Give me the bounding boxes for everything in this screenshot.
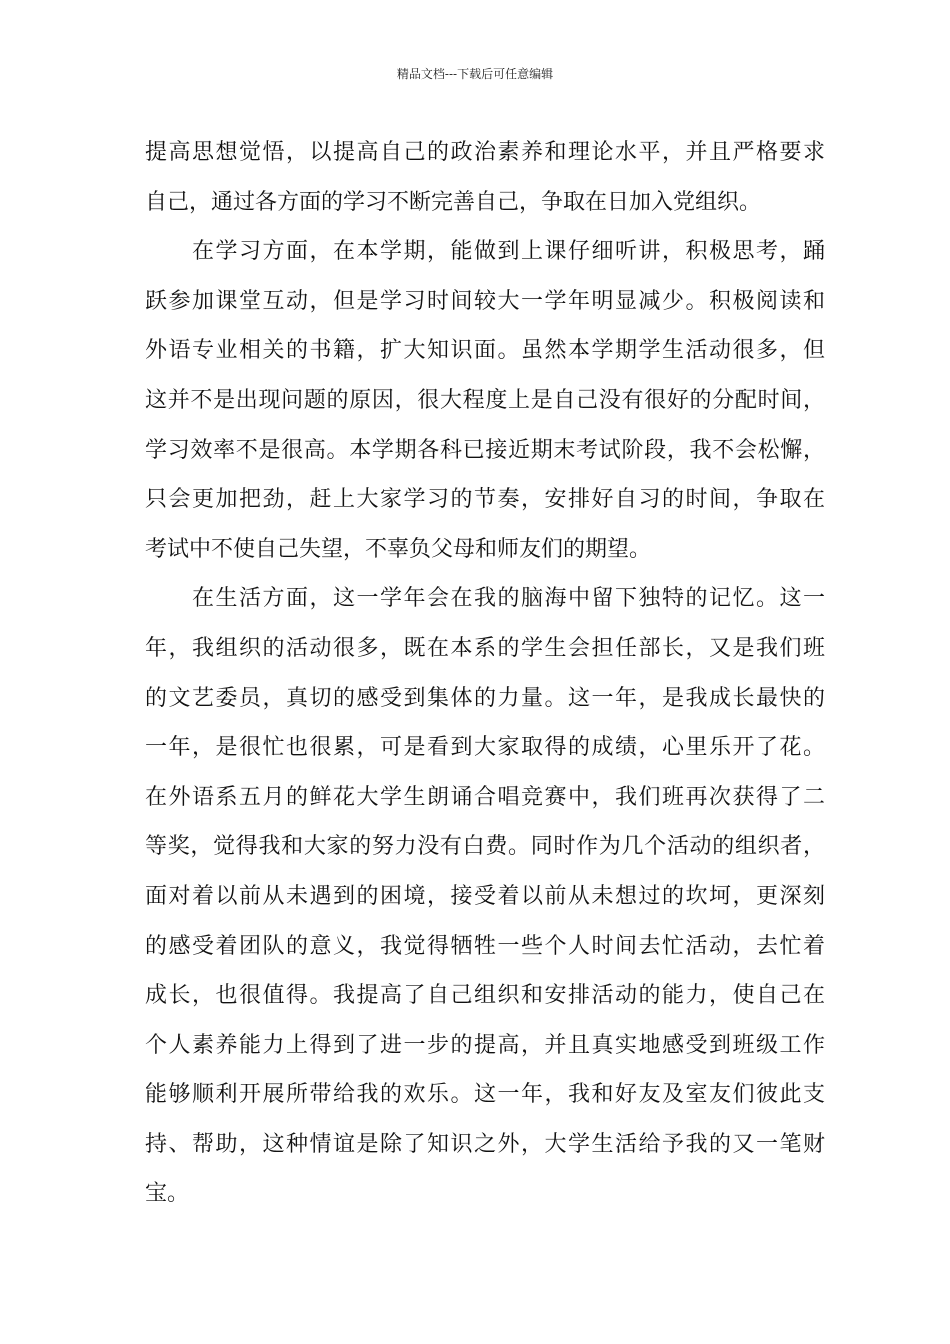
text-line: 持、帮助，这种情谊是除了知识之外，大学生活给予我的又一笔财 — [145, 1131, 825, 1157]
document-body — [145, 128, 825, 1219]
paragraph-start-line: 在生活方面，这一学年会在我的脑海中留下独特的记忆。这一 — [145, 586, 825, 612]
paragraph-end-line: 自己，通过各方面的学习不断完善自己，争取在日加入党组织。 — [145, 189, 762, 215]
paragraph-start-line: 在学习方面，在本学期，能做到上课仔细听讲，积极思考，踊 — [145, 239, 825, 265]
text-line: 能够顺利开展所带给我的欢乐。这一年，我和好友及室友们彼此支 — [145, 1082, 825, 1108]
text-line: 学习效率不是很高。本学期各科已接近期末考试阶段，我不会松懈， — [145, 437, 825, 463]
text-line: 提高思想觉悟，以提高自己的政治素养和理论水平，并且严格要求 — [145, 140, 825, 165]
text-line: 跃参加课堂互动，但是学习时间较大一学年明显减少。积极阅读和 — [145, 288, 825, 314]
text-line: 一年，是很忙也很累，可是看到大家取得的成绩，心里乐开了花。 — [145, 735, 825, 761]
paragraph-end-line: 宝。 — [145, 1181, 190, 1207]
page-header: 精品文档---下载后可任意编辑 — [396, 67, 554, 81]
text-line: 外语专业相关的书籍，扩大知识面。虽然本学期学生活动很多，但 — [145, 338, 825, 364]
text-line: 只会更加把劲，赶上大家学习的节奏，安排好自习的时间，争取在 — [145, 487, 825, 513]
text-line: 等奖，觉得我和大家的努力没有白费。同时作为几个活动的组织者， — [145, 834, 825, 860]
text-line: 在外语系五月的鲜花大学生朗诵合唱竞赛中，我们班再次获得了二 — [145, 784, 825, 810]
text-line: 个人素养能力上得到了进一步的提高，并且真实地感受到班级工作 — [145, 1032, 825, 1058]
text-line: 成长，也很值得。我提高了自己组织和安排活动的能力，使自己在 — [145, 983, 825, 1009]
text-line: 的文艺委员，真切的感受到集体的力量。这一年，是我成长最快的 — [145, 685, 825, 711]
text-line: 年，我组织的活动很多，既在本系的学生会担任部长，又是我们班 — [145, 635, 825, 661]
text-line: 的感受着团队的意义，我觉得牺牲一些个人时间去忙活动，去忙着 — [145, 933, 825, 959]
text-line: 这并不是出现问题的原因，很大程度上是自己没有很好的分配时间， — [145, 387, 825, 413]
text-line: 面对着以前从未遇到的困境，接受着以前从未想过的坎坷，更深刻 — [145, 883, 825, 909]
paragraph-end-line: 考试中不使自己失望，不辜负父母和师友们的期望。 — [145, 536, 652, 562]
